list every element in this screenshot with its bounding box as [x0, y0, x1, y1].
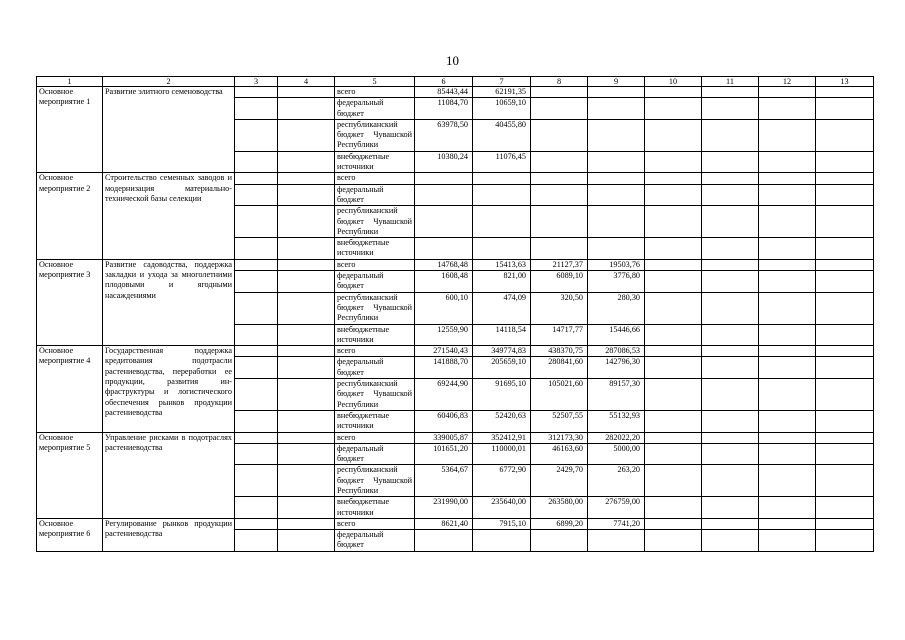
value-cell-v7: 110000,01 — [473, 443, 531, 465]
value-cell-v6: 141888,70 — [415, 357, 473, 379]
funding-source: всего — [335, 87, 415, 98]
value-cell-v7: 40455,80 — [473, 119, 531, 151]
empty-cell — [816, 206, 874, 238]
empty-cell — [816, 410, 874, 432]
value-cell-v7: 205659,10 — [473, 357, 531, 379]
activity-name: Основное мероприятие 2 — [37, 173, 103, 259]
value-cell-v8 — [531, 151, 588, 173]
column-header: 4 — [278, 77, 335, 87]
empty-cell — [702, 259, 759, 270]
empty-cell — [278, 530, 335, 552]
empty-cell — [759, 324, 816, 346]
empty-cell — [278, 357, 335, 379]
empty-cell — [235, 259, 278, 270]
empty-cell — [702, 271, 759, 293]
value-cell-v9: 89157,30 — [588, 379, 645, 411]
empty-cell — [278, 151, 335, 173]
empty-cell — [235, 238, 278, 260]
value-cell-v6: 85443,44 — [415, 87, 473, 98]
empty-cell — [235, 346, 278, 357]
empty-cell — [816, 151, 874, 173]
page-number: 10 — [446, 53, 459, 68]
funding-source: республиканский бюджет Чувашской Республики — [335, 465, 415, 497]
empty-cell — [645, 184, 702, 206]
activity-description: Управление рисками в подотраслях растениеводства — [103, 432, 235, 518]
value-cell-v9: 282022,20 — [588, 432, 645, 443]
empty-cell — [816, 292, 874, 324]
value-cell-v7 — [473, 530, 531, 552]
value-cell-v9 — [588, 98, 645, 120]
value-cell-v9: 5000,00 — [588, 443, 645, 465]
empty-cell — [816, 465, 874, 497]
empty-cell — [702, 87, 759, 98]
value-cell-v7 — [473, 238, 531, 260]
empty-cell — [645, 173, 702, 184]
empty-cell — [702, 238, 759, 260]
value-cell-v7: 10659,10 — [473, 98, 531, 120]
value-cell-v8 — [531, 173, 588, 184]
value-cell-v7 — [473, 206, 531, 238]
table-row — [37, 259, 874, 270]
empty-cell — [645, 98, 702, 120]
empty-cell — [702, 184, 759, 206]
value-cell-v7: 11076,45 — [473, 151, 531, 173]
budget-table — [36, 76, 874, 552]
empty-cell — [235, 410, 278, 432]
empty-cell — [702, 346, 759, 357]
value-cell-v6: 60406,83 — [415, 410, 473, 432]
column-header: 2 — [103, 77, 235, 87]
funding-source: федеральный бюджет — [335, 271, 415, 293]
value-cell-v9: 280,30 — [588, 292, 645, 324]
empty-cell — [645, 238, 702, 260]
empty-cell — [645, 357, 702, 379]
value-cell-v6 — [415, 173, 473, 184]
empty-cell — [759, 530, 816, 552]
empty-cell — [278, 410, 335, 432]
empty-cell — [759, 98, 816, 120]
value-cell-v6: 8621,40 — [415, 518, 473, 529]
empty-cell — [759, 379, 816, 411]
empty-cell — [759, 184, 816, 206]
column-header: 11 — [702, 77, 759, 87]
empty-cell — [759, 173, 816, 184]
empty-cell — [235, 465, 278, 497]
column-header: 10 — [645, 77, 702, 87]
empty-cell — [759, 292, 816, 324]
empty-cell — [759, 443, 816, 465]
empty-cell — [278, 379, 335, 411]
activity-description: Регулирование рынков продукции растениеводства — [103, 518, 235, 551]
empty-cell — [702, 518, 759, 529]
column-header: 7 — [473, 77, 531, 87]
empty-cell — [702, 497, 759, 519]
value-cell-v8: 21127,37 — [531, 259, 588, 270]
empty-cell — [816, 184, 874, 206]
empty-cell — [278, 292, 335, 324]
empty-cell — [278, 443, 335, 465]
empty-cell — [645, 497, 702, 519]
value-cell-v8: 263580,00 — [531, 497, 588, 519]
empty-cell — [645, 292, 702, 324]
empty-cell — [759, 87, 816, 98]
value-cell-v6: 5364,67 — [415, 465, 473, 497]
value-cell-v8: 312173,30 — [531, 432, 588, 443]
value-cell-v7: 91695,10 — [473, 379, 531, 411]
empty-cell — [235, 518, 278, 529]
value-cell-v8: 320,50 — [531, 292, 588, 324]
empty-cell — [816, 259, 874, 270]
activity-description: Развитие элитного семеноводства — [103, 87, 235, 173]
empty-cell — [816, 518, 874, 529]
empty-cell — [278, 346, 335, 357]
empty-cell — [278, 465, 335, 497]
funding-source: республиканский бюджет Чувашской Республики — [335, 119, 415, 151]
empty-cell — [816, 530, 874, 552]
value-cell-v7: 6772,90 — [473, 465, 531, 497]
empty-cell — [645, 432, 702, 443]
value-cell-v9 — [588, 238, 645, 260]
empty-cell — [645, 530, 702, 552]
value-cell-v6: 101651,20 — [415, 443, 473, 465]
empty-cell — [278, 324, 335, 346]
value-cell-v9 — [588, 530, 645, 552]
header-row — [37, 77, 874, 87]
empty-cell — [702, 465, 759, 497]
value-cell-v8: 6089,10 — [531, 271, 588, 293]
value-cell-v9: 7741,20 — [588, 518, 645, 529]
empty-cell — [759, 410, 816, 432]
empty-cell — [702, 292, 759, 324]
activity-description: Государственная поддержка кредитования подотрасли растениеводства, переработки ее продукции, развития инфраструктуры и логистического обеспечения рынков продукции растениеводства — [103, 346, 235, 432]
value-cell-v6: 69244,90 — [415, 379, 473, 411]
empty-cell — [645, 324, 702, 346]
empty-cell — [759, 497, 816, 519]
column-header: 9 — [588, 77, 645, 87]
funding-source: всего — [335, 518, 415, 529]
value-cell-v9 — [588, 184, 645, 206]
value-cell-v7: 52420,63 — [473, 410, 531, 432]
empty-cell — [645, 443, 702, 465]
empty-cell — [702, 324, 759, 346]
empty-cell — [235, 357, 278, 379]
empty-cell — [278, 184, 335, 206]
empty-cell — [235, 184, 278, 206]
value-cell-v7: 15413,63 — [473, 259, 531, 270]
value-cell-v8 — [531, 530, 588, 552]
funding-source: федеральный бюджет — [335, 443, 415, 465]
empty-cell — [816, 443, 874, 465]
value-cell-v7: 62191,35 — [473, 87, 531, 98]
activity-name: Основное мероприятие 3 — [37, 259, 103, 345]
empty-cell — [759, 206, 816, 238]
empty-cell — [278, 271, 335, 293]
value-cell-v7: 7915,10 — [473, 518, 531, 529]
value-cell-v8: 2429,70 — [531, 465, 588, 497]
funding-source: федеральный бюджет — [335, 530, 415, 552]
empty-cell — [759, 432, 816, 443]
empty-cell — [702, 206, 759, 238]
empty-cell — [816, 98, 874, 120]
empty-cell — [278, 119, 335, 151]
funding-source: всего — [335, 346, 415, 357]
funding-source: республиканский бюджет Чувашской Республики — [335, 292, 415, 324]
funding-source: республиканский бюджет Чувашской Республики — [335, 379, 415, 411]
table-row — [37, 173, 874, 184]
value-cell-v8: 280841,60 — [531, 357, 588, 379]
empty-cell — [235, 497, 278, 519]
empty-cell — [759, 271, 816, 293]
column-header: 3 — [235, 77, 278, 87]
value-cell-v7 — [473, 184, 531, 206]
empty-cell — [645, 87, 702, 98]
table-row — [37, 518, 874, 529]
empty-cell — [235, 119, 278, 151]
value-cell-v7: 474,09 — [473, 292, 531, 324]
empty-cell — [702, 98, 759, 120]
column-header: 12 — [759, 77, 816, 87]
empty-cell — [816, 497, 874, 519]
value-cell-v6: 14768,48 — [415, 259, 473, 270]
value-cell-v8: 438370,75 — [531, 346, 588, 357]
empty-cell — [278, 518, 335, 529]
value-cell-v9 — [588, 151, 645, 173]
value-cell-v8 — [531, 98, 588, 120]
empty-cell — [235, 271, 278, 293]
empty-cell — [645, 119, 702, 151]
funding-source: федеральный бюджет — [335, 98, 415, 120]
activity-description: Строительство семенных заводов и модернизация материально-технической базы селекции — [103, 173, 235, 259]
empty-cell — [816, 173, 874, 184]
value-cell-v8 — [531, 238, 588, 260]
empty-cell — [645, 465, 702, 497]
empty-cell — [235, 87, 278, 98]
value-cell-v6 — [415, 184, 473, 206]
column-header: 1 — [37, 77, 103, 87]
empty-cell — [702, 119, 759, 151]
value-cell-v8 — [531, 87, 588, 98]
empty-cell — [278, 98, 335, 120]
empty-cell — [816, 271, 874, 293]
value-cell-v6: 271540,43 — [415, 346, 473, 357]
empty-cell — [645, 206, 702, 238]
empty-cell — [816, 432, 874, 443]
value-cell-v8: 52507,55 — [531, 410, 588, 432]
empty-cell — [816, 119, 874, 151]
empty-cell — [235, 173, 278, 184]
value-cell-v8: 46163,60 — [531, 443, 588, 465]
value-cell-v7: 821,00 — [473, 271, 531, 293]
funding-source: всего — [335, 432, 415, 443]
empty-cell — [645, 346, 702, 357]
empty-cell — [759, 357, 816, 379]
value-cell-v6: 339005,87 — [415, 432, 473, 443]
empty-cell — [278, 259, 335, 270]
empty-cell — [759, 346, 816, 357]
value-cell-v8 — [531, 184, 588, 206]
empty-cell — [702, 443, 759, 465]
empty-cell — [278, 238, 335, 260]
activity-name: Основное мероприятие 6 — [37, 518, 103, 551]
empty-cell — [278, 87, 335, 98]
empty-cell — [645, 151, 702, 173]
empty-cell — [816, 357, 874, 379]
value-cell-v6: 600,10 — [415, 292, 473, 324]
activity-description: Развитие садоводства, поддержка закладки и ухода за многолетними плодовыми и ягодными насаждениями — [103, 259, 235, 345]
empty-cell — [235, 324, 278, 346]
table-row — [37, 346, 874, 357]
empty-cell — [759, 259, 816, 270]
empty-cell — [702, 151, 759, 173]
empty-cell — [759, 465, 816, 497]
empty-cell — [816, 379, 874, 411]
funding-source: внебюджетные источники — [335, 324, 415, 346]
funding-source: республиканский бюджет Чувашской Республики — [335, 206, 415, 238]
funding-source: внебюджетные источники — [335, 238, 415, 260]
empty-cell — [645, 271, 702, 293]
value-cell-v9 — [588, 173, 645, 184]
value-cell-v8 — [531, 206, 588, 238]
value-cell-v6: 12559,90 — [415, 324, 473, 346]
empty-cell — [645, 259, 702, 270]
activity-name: Основное мероприятие 4 — [37, 346, 103, 432]
table-row — [37, 87, 874, 98]
empty-cell — [278, 206, 335, 238]
value-cell-v9: 263,20 — [588, 465, 645, 497]
column-header: 5 — [335, 77, 415, 87]
empty-cell — [816, 346, 874, 357]
value-cell-v9: 287086,53 — [588, 346, 645, 357]
funding-source: всего — [335, 173, 415, 184]
empty-cell — [278, 497, 335, 519]
table-row — [37, 432, 874, 443]
funding-source: федеральный бюджет — [335, 357, 415, 379]
column-header: 6 — [415, 77, 473, 87]
value-cell-v6: 231990,00 — [415, 497, 473, 519]
empty-cell — [702, 357, 759, 379]
value-cell-v8: 14717,77 — [531, 324, 588, 346]
value-cell-v6 — [415, 238, 473, 260]
activity-name: Основное мероприятие 1 — [37, 87, 103, 173]
value-cell-v6: 63978,50 — [415, 119, 473, 151]
value-cell-v9: 276759,00 — [588, 497, 645, 519]
value-cell-v6 — [415, 206, 473, 238]
empty-cell — [702, 410, 759, 432]
column-header: 13 — [816, 77, 874, 87]
empty-cell — [235, 530, 278, 552]
value-cell-v6: 1608,48 — [415, 271, 473, 293]
value-cell-v7: 235640,00 — [473, 497, 531, 519]
empty-cell — [759, 151, 816, 173]
value-cell-v9: 142796,30 — [588, 357, 645, 379]
empty-cell — [278, 432, 335, 443]
empty-cell — [235, 151, 278, 173]
value-cell-v9: 15446,66 — [588, 324, 645, 346]
value-cell-v6: 11084,70 — [415, 98, 473, 120]
value-cell-v9: 19503,76 — [588, 259, 645, 270]
value-cell-v6 — [415, 530, 473, 552]
empty-cell — [702, 530, 759, 552]
empty-cell — [235, 443, 278, 465]
value-cell-v7: 352412,91 — [473, 432, 531, 443]
activity-name: Основное мероприятие 5 — [37, 432, 103, 518]
empty-cell — [235, 206, 278, 238]
funding-source: внебюджетные источники — [335, 151, 415, 173]
empty-cell — [235, 379, 278, 411]
empty-cell — [702, 173, 759, 184]
value-cell-v9: 3776,80 — [588, 271, 645, 293]
value-cell-v9: 55132,93 — [588, 410, 645, 432]
column-header: 8 — [531, 77, 588, 87]
value-cell-v7: 14118,54 — [473, 324, 531, 346]
funding-source: внебюджетные источники — [335, 410, 415, 432]
value-cell-v9 — [588, 119, 645, 151]
empty-cell — [235, 432, 278, 443]
value-cell-v8 — [531, 119, 588, 151]
funding-source: всего — [335, 259, 415, 270]
value-cell-v8: 105021,60 — [531, 379, 588, 411]
empty-cell — [645, 379, 702, 411]
empty-cell — [759, 119, 816, 151]
value-cell-v8: 6899,20 — [531, 518, 588, 529]
empty-cell — [278, 173, 335, 184]
funding-source: федеральный бюджет — [335, 184, 415, 206]
empty-cell — [816, 324, 874, 346]
empty-cell — [759, 238, 816, 260]
empty-cell — [702, 379, 759, 411]
empty-cell — [816, 238, 874, 260]
empty-cell — [645, 410, 702, 432]
empty-cell — [645, 518, 702, 529]
value-cell-v6: 10380,24 — [415, 151, 473, 173]
empty-cell — [235, 98, 278, 120]
value-cell-v9 — [588, 206, 645, 238]
value-cell-v9 — [588, 87, 645, 98]
funding-source: внебюджетные источники — [335, 497, 415, 519]
empty-cell — [235, 292, 278, 324]
empty-cell — [759, 518, 816, 529]
empty-cell — [816, 87, 874, 98]
empty-cell — [702, 432, 759, 443]
value-cell-v7: 349774,83 — [473, 346, 531, 357]
value-cell-v7 — [473, 173, 531, 184]
